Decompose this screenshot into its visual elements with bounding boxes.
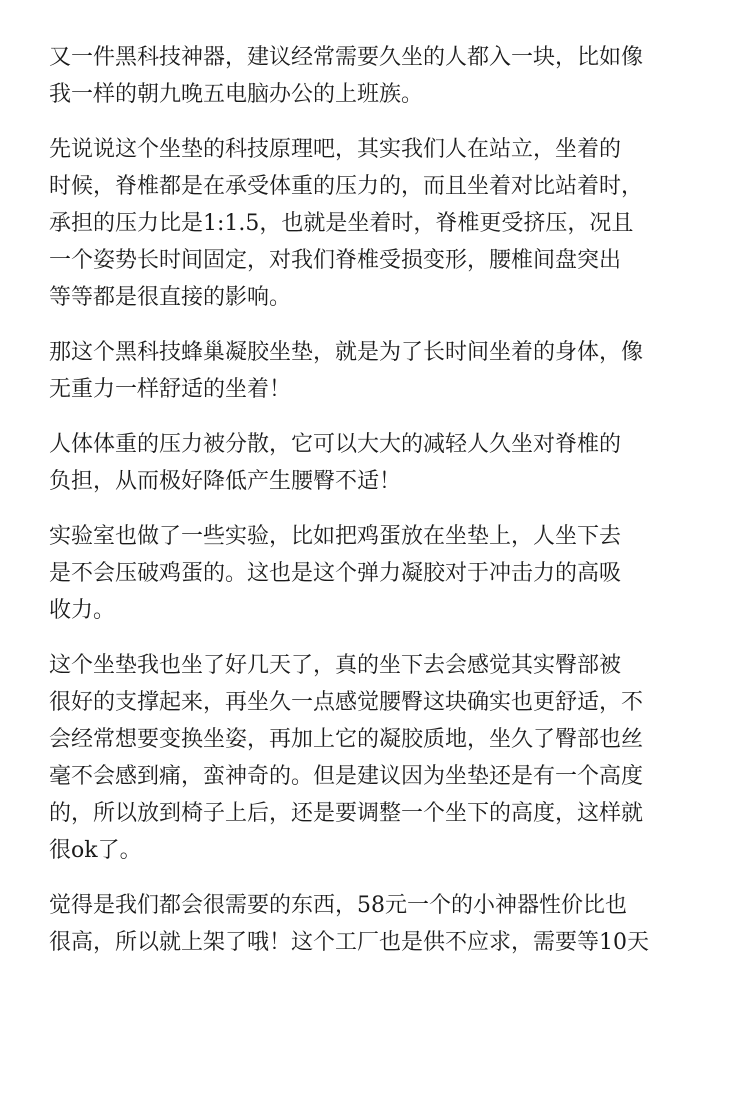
- article-paragraph: 实验室也做了一些实验，比如把鸡蛋放在坐垫上，人坐下去 是不会压破鸡蛋的。这也是这个弹力凝胶对于冲击力的高吸 收力。: [49, 524, 622, 623]
- article-paragraph: 觉得是我们都会很需要的东西，58元一个的小神器性价比也 很高，所以就上架了哦！这个工厂也是供不应求，需要等10天: [49, 893, 649, 955]
- article-paragraph: 人体体重的压力被分散，它可以大大的减轻人久坐对脊椎的 负担，从而极好降低产生腰臀不适！: [49, 432, 622, 494]
- article-paragraph: 先说说这个坐垫的科技原理吧，其实我们人在站立，坐着的 时候，脊椎都是在承受体重的压力的，而且坐着对比站着时， 承担的压力比是1:1.5，也就是坐着时，脊椎更受挤压，况且 一个姿势长时间固定，对我们脊椎受损变形，腰椎间盘突出 等等都是很直接的影响。: [49, 137, 644, 310]
- article-paragraph: 那这个黑科技蜂巢凝胶坐垫，就是为了长时间坐着的身体，像 无重力一样舒适的坐着！: [49, 340, 644, 402]
- article-paragraph: 又一件黑科技神器，建议经常需要久坐的人都入一块，比如像 我一样的朝九晚五电脑办公的上班族。: [49, 45, 644, 107]
- article-body: [49, 39, 689, 979]
- article-paragraph: 这个坐垫我也坐了好几天了，真的坐下去会感觉其实臀部被 很好的支撑起来，再坐久一点感觉腰臀这块确实也更舒适，不 会经常想要变换坐姿，再加上它的凝胶质地，坐久了臀部也丝 毫不会感到痛，蛮神奇的。但是建议因为坐垫还是有一个高度 的，所以放到椅子上后，还是要调整一个坐下的高度，这样就 很ok了。: [49, 653, 644, 863]
